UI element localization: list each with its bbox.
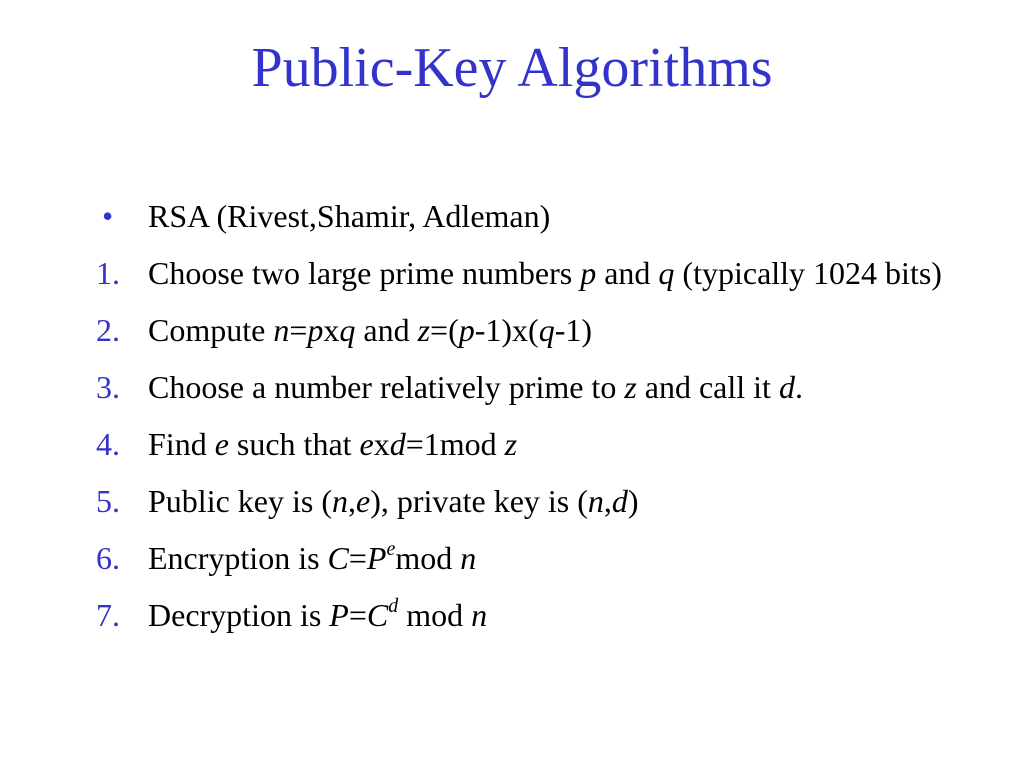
text-run: -1) (554, 312, 593, 348)
text-run: x (323, 312, 340, 348)
text-run: RSA (Rivest,Shamir, Adleman) (148, 198, 551, 234)
number-marker: 7. (96, 597, 120, 633)
text-run: Choose a number relatively prime to (148, 369, 625, 405)
text-run: , (603, 483, 612, 519)
list-item-text (148, 597, 487, 633)
list-item-text (148, 255, 942, 291)
slide-title: Public-Key Algorithms (251, 37, 773, 99)
math-variable: n (273, 312, 290, 348)
math-variable: d (389, 426, 406, 462)
superscript: d (388, 595, 399, 617)
math-variable: n (331, 483, 348, 519)
math-variable: n (460, 540, 477, 576)
text-run: and (355, 312, 418, 348)
text-run: -1)x( (474, 312, 539, 348)
text-run: ) (627, 483, 639, 519)
math-variable: q (538, 312, 555, 348)
math-variable: p (307, 312, 324, 348)
list-item (96, 481, 996, 521)
text-run: = (289, 312, 308, 348)
text-run: =1mod (405, 426, 505, 462)
math-variable: p (458, 312, 475, 348)
text-run: . (794, 369, 803, 405)
text-run: Find (148, 426, 215, 462)
list-item-text (148, 483, 639, 519)
math-variable: C (366, 597, 389, 633)
list-item (96, 595, 996, 635)
text-run: Compute (148, 312, 274, 348)
number-marker: 6. (96, 540, 120, 576)
list-item (96, 310, 996, 350)
text-run: Decryption is (148, 597, 330, 633)
list-item-text (148, 198, 550, 234)
math-variable: z (417, 312, 431, 348)
text-run: Choose two large prime numbers (148, 255, 581, 291)
list-item-text (148, 426, 517, 462)
math-variable: z (504, 426, 518, 462)
text-run: =( (430, 312, 459, 348)
list-item-text (148, 540, 476, 576)
text-run: (typically 1024 bits) (674, 255, 942, 291)
text-run: Public key is ( (148, 483, 332, 519)
list-item-text (148, 369, 803, 405)
list-item (96, 253, 996, 293)
math-variable: n (471, 597, 488, 633)
text-run: mod (395, 540, 461, 576)
bullet-list (96, 196, 996, 652)
number-marker: 2. (96, 312, 120, 348)
number-marker: 3. (96, 369, 120, 405)
math-variable: q (658, 255, 675, 291)
text-run: = (348, 540, 367, 576)
text-run: and (596, 255, 659, 291)
math-variable: e (214, 426, 229, 462)
number-marker: 4. (96, 426, 120, 462)
math-variable: C (327, 540, 349, 576)
superscript: e (386, 538, 396, 560)
text-run: such that (228, 426, 360, 462)
list-item (96, 538, 996, 578)
number-marker: 1. (96, 255, 120, 291)
list-item (96, 196, 996, 236)
math-variable: n (587, 483, 604, 519)
math-variable: d (778, 369, 795, 405)
math-variable: q (339, 312, 356, 348)
list-item (96, 367, 996, 407)
math-variable: P (366, 540, 387, 576)
math-variable: e (355, 483, 371, 519)
text-run: mod (398, 597, 472, 633)
text-run: Encryption is (148, 540, 328, 576)
math-variable: p (580, 255, 597, 291)
text-run: and call it (636, 369, 779, 405)
text-run: , (347, 483, 356, 519)
text-run: = (348, 597, 367, 633)
bullet-marker: • (102, 198, 114, 234)
number-marker: 5. (96, 483, 120, 519)
math-variable: z (624, 369, 637, 405)
text-run: x (373, 426, 390, 462)
math-variable: d (611, 483, 628, 519)
math-variable: P (329, 597, 349, 633)
math-variable: e (359, 426, 374, 462)
list-item (96, 424, 996, 464)
list-item-text (148, 312, 592, 348)
text-run: ), private key is ( (370, 483, 588, 519)
